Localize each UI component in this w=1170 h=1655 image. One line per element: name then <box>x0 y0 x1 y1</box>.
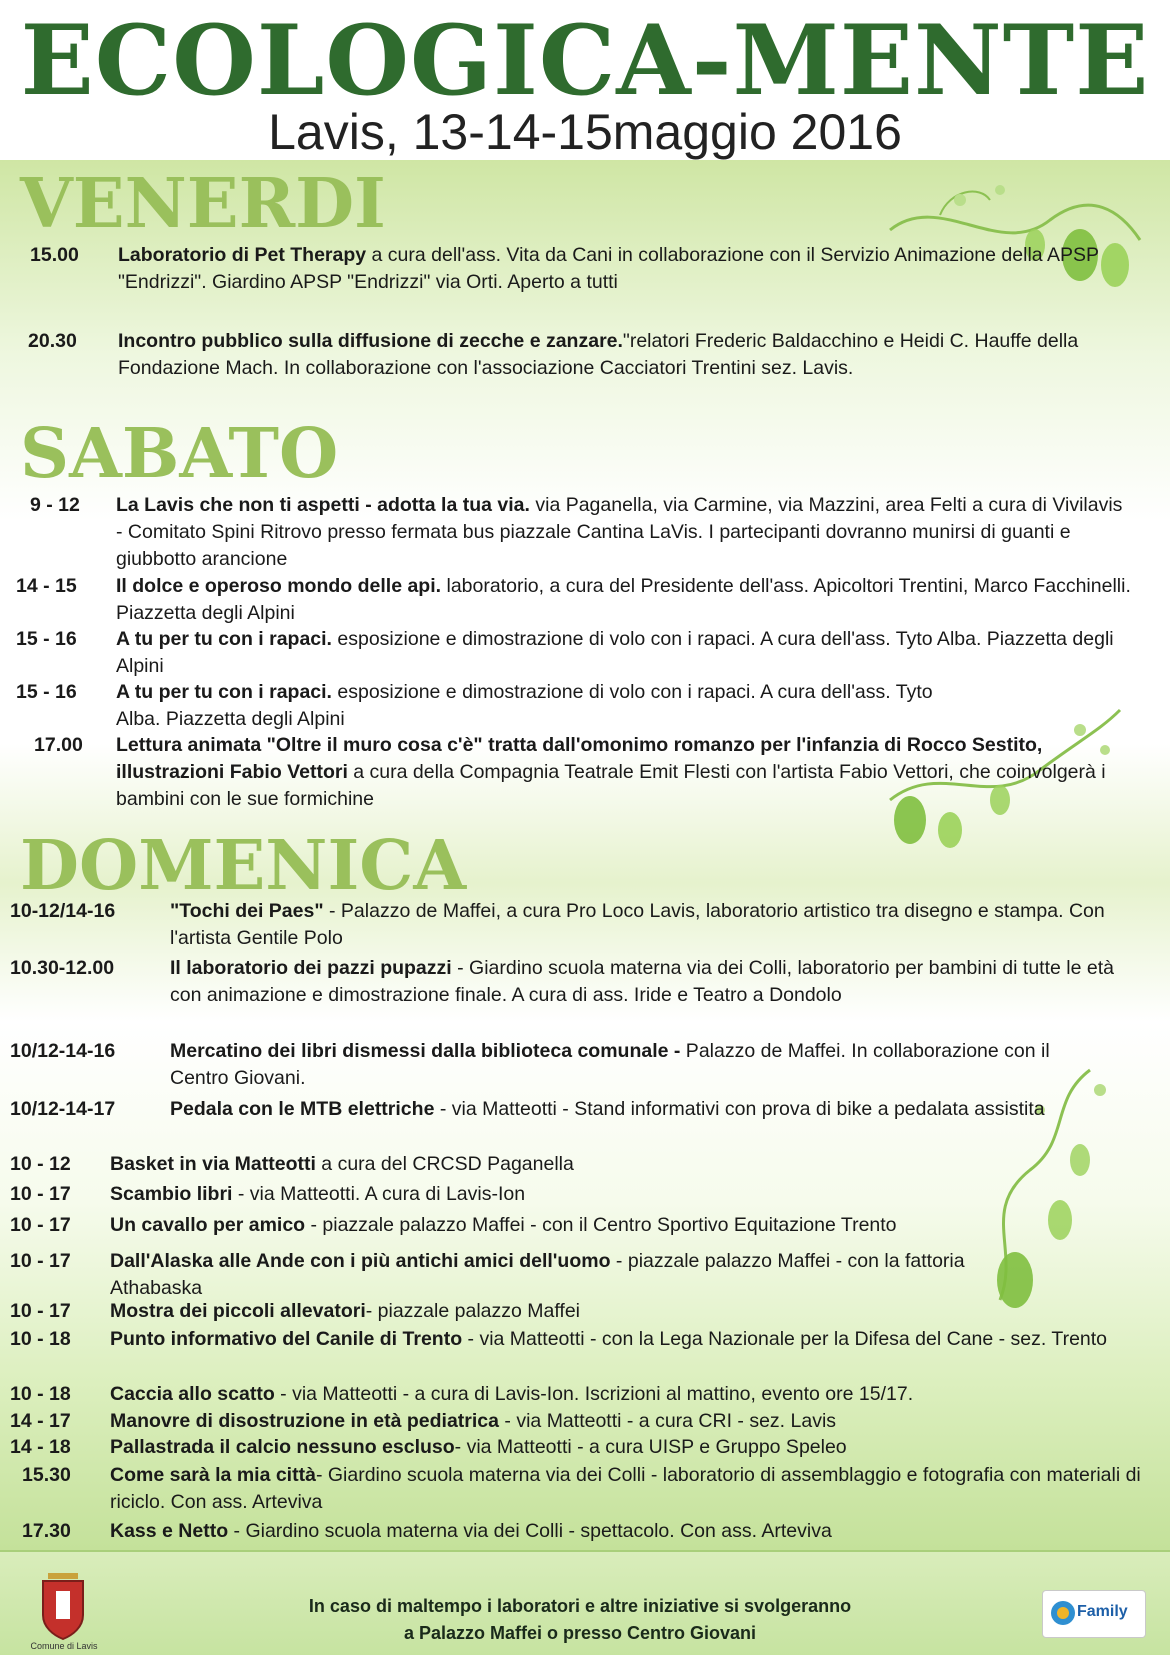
event-entry <box>30 492 1130 573</box>
event-description: "relatori Frederic Baldacchino e Heidi C. Hauffe della Fondazione Mach. In collaborazione con l'associazione Cacciatori Trentini sez. Lavis. <box>118 330 1079 379</box>
event-time: 10 - 12 <box>10 1153 71 1175</box>
event-description: - via Matteotti. A cura di Lavis-Ion <box>232 1183 526 1205</box>
event-description: esposizione e dimostrazione di volo con i rapaci. A cura dell'ass. Tyto Alba. Piazzetta degli Alpini <box>116 628 1114 677</box>
event-description: - via Matteotti - a cura CRI - sez. Lavis <box>499 1410 837 1432</box>
event-description: - Giardino scuola materna via dei Colli, laboratorio per bambini di tutte le età con animazione e dimostrazione finale. A cura di ass. Iride e Teatro a Dondolo <box>170 957 1114 1006</box>
event-title: Manovre di disostruzione in età pediatrica <box>110 1410 500 1432</box>
event-title: Scambio libri <box>110 1183 233 1205</box>
event-time: 10-12/14-16 <box>10 900 116 922</box>
poster-title: ECOLOGICA-MENTE <box>20 4 1150 117</box>
event-description: a cura dell'ass. Vita da Cani in collaborazione con il Servizio Animazione della APSP "Endrizzi". Giardino APSP "Endrizzi" via Orti. Aperto a tutti <box>118 244 1099 293</box>
event-entry <box>10 1212 1160 1239</box>
event-entry <box>10 1038 1070 1092</box>
event-title: Incontro pubblico sulla diffusione di zecche e zanzare. <box>118 330 623 352</box>
event-time: 10 - 17 <box>10 1300 71 1322</box>
event-title: Mostra dei piccoli allevatori <box>110 1300 366 1322</box>
event-entry <box>10 898 1140 952</box>
event-title: Pallastrada il calcio nessuno escluso <box>110 1436 455 1458</box>
event-entry <box>16 573 1136 627</box>
event-description: esposizione e dimostrazione di volo con i rapaci. A cura dell'ass. Tyto Alba. Piazzetta degli Alpini <box>116 681 933 730</box>
family-logo-icon <box>1049 1599 1077 1627</box>
logo-left-caption: Comune di Lavis <box>30 1641 98 1651</box>
event-entry <box>16 626 1136 680</box>
comune-crest-icon <box>28 1565 98 1650</box>
event-title: La Lavis che non ti aspetti - adotta la tua via. <box>116 494 530 516</box>
event-time: 14 - 17 <box>10 1410 71 1432</box>
event-time: 15.30 <box>22 1464 71 1486</box>
event-title: Il dolce e operoso mondo delle api. <box>116 575 442 597</box>
event-title: Lettura animata "Oltre il muro cosa c'è" tratta dall'omonimo romanzo per l'infanzia di Rocco Sestito, illustrazioni Fabio Vettori <box>116 734 1043 783</box>
event-description: - piazzale palazzo Maffei <box>365 1300 581 1322</box>
event-entry <box>16 679 976 733</box>
event-time: 17.30 <box>22 1520 71 1542</box>
event-entry <box>30 242 1100 296</box>
event-description: Palazzo de Maffei. In collaborazione con il Centro Giovani. <box>170 1040 1050 1089</box>
event-title: Pedala con le MTB elettriche <box>170 1098 435 1120</box>
event-time: 14 - 18 <box>10 1436 71 1458</box>
event-time: 17.00 <box>34 734 83 756</box>
event-title: Come sarà la mia città <box>110 1464 316 1486</box>
event-description: a cura della Compagnia Teatrale Emit Flesti con l'artista Fabio Vettori, che coinvolgerà i bambini con le sue formichine <box>116 761 1106 810</box>
event-entry <box>10 955 1150 1009</box>
event-description: - Palazzo de Maffei, a cura Pro Loco Lavis, laboratorio artistico tra disegno e stampa. Con l'artista Gentile Polo <box>170 900 1105 949</box>
event-title: Dall'Alaska alle Ande con i più antichi amici dell'uomo <box>110 1250 611 1272</box>
event-entry <box>10 1298 1110 1325</box>
event-title: Il laboratorio dei pazzi pupazzi <box>170 957 452 979</box>
event-description: a cura del CRCSD Paganella <box>315 1153 574 1175</box>
event-time: 10 - 17 <box>10 1250 71 1272</box>
event-time: 20.30 <box>28 330 77 352</box>
event-description: - piazzale palazzo Maffei - con la fattoria Athabaska <box>110 1250 965 1299</box>
event-description: - Giardino scuola materna via dei Colli - laboratorio di assemblaggio e fotografia con materiali di riciclo. Con ass. Arteviva <box>110 1464 1141 1513</box>
event-title: Kass e Netto <box>110 1520 229 1542</box>
event-description: - via Matteotti - Stand informativi con prova di bike a pedalata assistita <box>434 1098 1045 1120</box>
event-time: 10 - 18 <box>10 1383 71 1405</box>
event-time: 10/12-14-16 <box>10 1040 116 1062</box>
event-title: Laboratorio di Pet Therapy <box>118 244 367 266</box>
day-heading-venerdi: VENERDI <box>20 164 386 244</box>
event-time: 10 - 17 <box>10 1214 71 1236</box>
event-description: - piazzale palazzo Maffei - con il Centro Sportivo Equitazione Trento <box>305 1214 897 1236</box>
event-title: Caccia allo scatto <box>110 1383 275 1405</box>
event-entry <box>22 1518 1167 1545</box>
event-entry <box>10 1381 1165 1408</box>
event-entry <box>34 732 1134 813</box>
event-description: - via Matteotti - a cura di Lavis-Ion. Iscrizioni al mattino, evento ore 15/17. <box>274 1383 914 1405</box>
event-description: laboratorio, a cura del Presidente dell'ass. Apicoltori Trentini, Marco Facchinelli. Piazzetta degli Alpini <box>116 575 1131 624</box>
event-description: - via Matteotti - a cura UISP e Gruppo Speleo <box>454 1436 847 1458</box>
event-time: 10.30-12.00 <box>10 957 115 979</box>
event-title: A tu per tu con i rapaci. <box>116 628 332 650</box>
event-entry <box>10 1181 1110 1208</box>
event-title: Un cavallo per amico <box>110 1214 306 1236</box>
event-entry <box>10 1248 970 1302</box>
event-entry <box>28 328 1138 382</box>
event-time: 9 - 12 <box>30 494 80 516</box>
event-entry <box>10 1434 1165 1461</box>
event-title: Punto informativo del Canile di Trento <box>110 1328 463 1350</box>
event-entry <box>10 1408 1165 1435</box>
event-time: 14 - 15 <box>16 575 77 597</box>
family-logo-label: Family <box>1077 1603 1128 1620</box>
event-time: 10/12-14-17 <box>10 1098 116 1120</box>
event-time: 15 - 16 <box>16 628 77 650</box>
event-description: - Giardino scuola materna via dei Colli - spettacolo. Con ass. Arteviva <box>228 1520 832 1542</box>
poster-subtitle: Lavis, 13-14-15maggio 2016 <box>268 104 902 160</box>
event-entry <box>10 1096 1050 1123</box>
event-title: Basket in via Matteotti <box>110 1153 316 1175</box>
event-description: via Paganella, via Carmine, via Mazzini, area Felti a cura di Vivilavis - Comitato Spini Ritrovo presso fermata bus piazzale Cantina LaVis. I partecipanti dovranno munirsi di guanti e giubbotto arancione <box>116 494 1123 570</box>
event-entry <box>10 1326 1160 1353</box>
event-time: 10 - 18 <box>10 1328 71 1350</box>
weather-note-line: In caso di maltempo i laboratori e altre iniziative si svolgeranno <box>308 1596 852 1616</box>
day-heading-domenica: DOMENICA <box>20 826 467 906</box>
event-title: Mercatino dei libri dismessi dalla biblioteca comunale - <box>170 1040 681 1062</box>
event-description: - via Matteotti - con la Lega Nazionale per la Difesa del Cane - sez. Trento <box>462 1328 1108 1350</box>
day-heading-sabato: SABATO <box>20 414 339 494</box>
event-title: "Tochi dei Paes" <box>170 900 324 922</box>
weather-note-line: a Palazzo Maffei o presso Centro Giovani <box>403 1623 757 1643</box>
event-time: 10 - 17 <box>10 1183 71 1205</box>
event-time: 15.00 <box>30 244 79 266</box>
event-entry <box>10 1151 1110 1178</box>
event-time: 15 - 16 <box>16 681 77 703</box>
event-entry <box>22 1462 1167 1516</box>
event-title: A tu per tu con i rapaci. <box>116 681 332 703</box>
family-logo <box>1042 1590 1146 1638</box>
weather-note <box>200 1593 960 1647</box>
